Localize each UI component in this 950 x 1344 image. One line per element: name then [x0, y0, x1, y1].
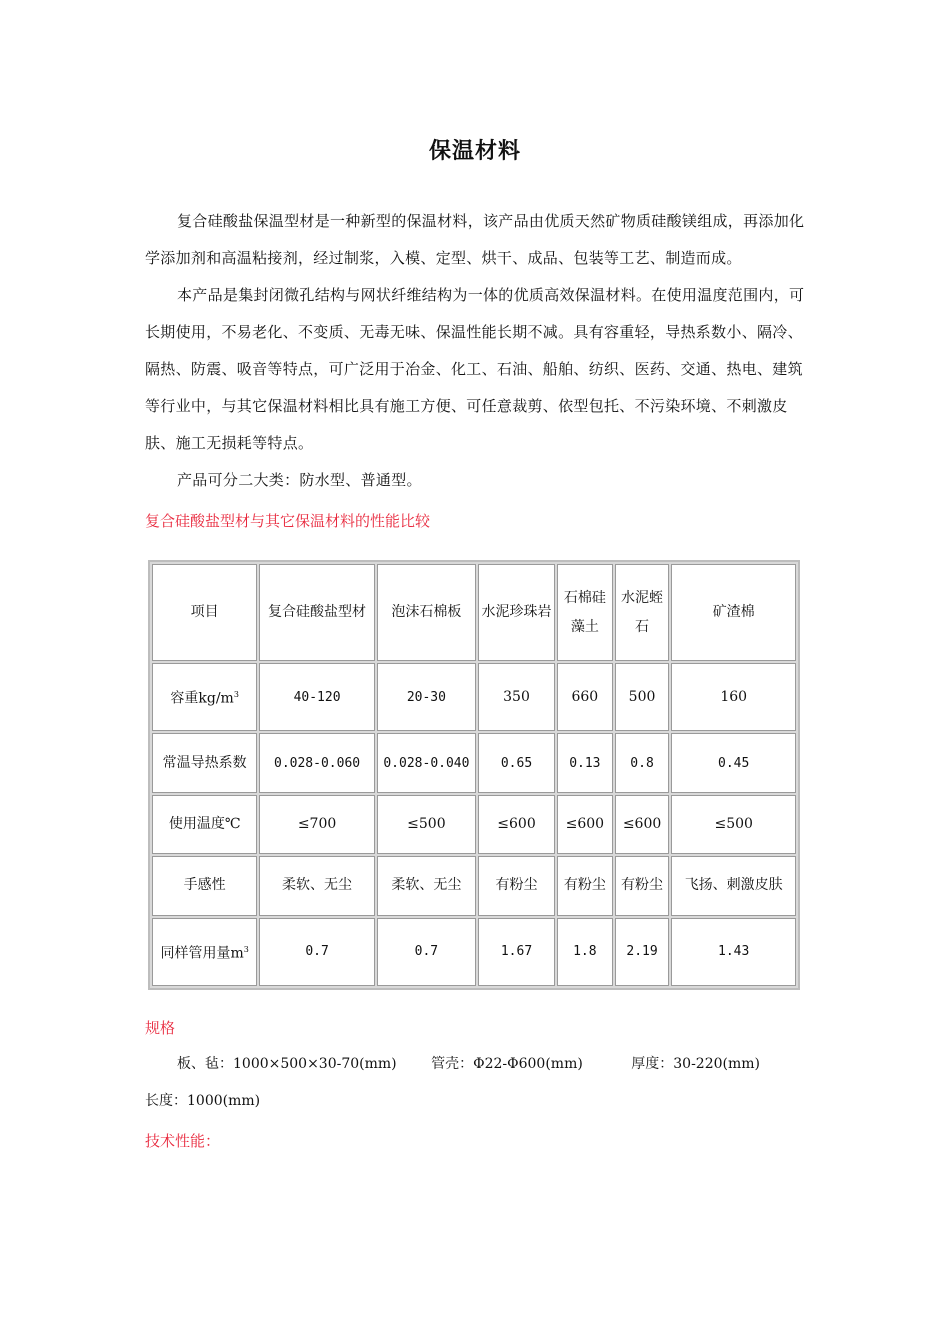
row-label: 使用温度℃ — [152, 795, 257, 854]
table-row — [152, 856, 796, 915]
table-cell: ≤600 — [478, 795, 555, 854]
row-label: 手感性 — [152, 856, 257, 915]
table-cell: 1.67 — [478, 918, 555, 986]
table-cell: 1.8 — [557, 918, 613, 986]
table-cell: 0.7 — [259, 918, 374, 986]
header-cell: 泡沫石棉板 — [377, 564, 476, 661]
table-cell: 飞扬、刺激皮肤 — [671, 856, 796, 915]
spec-line — [177, 1046, 857, 1083]
spec-board: 板、毡：1000×500×30-70(mm) — [177, 1056, 397, 1072]
header-cell: 水泥珍珠岩 — [478, 564, 555, 661]
table-cell: 20-30 — [377, 663, 476, 731]
paragraph-intro: 复合硅酸盐保温型材是一种新型的保温材料，该产品由优质天然矿物质硅酸镁组成，再添加化学添加剂和高温粘接剂，经过制浆，入模、定型、烘干、成品、包装等工艺、制造而成。 — [145, 212, 805, 267]
header-cell: 矿渣棉 — [671, 564, 796, 661]
page-title: 保温材料 — [428, 139, 521, 164]
row-label: 常温导热系数 — [152, 733, 257, 792]
table-row — [152, 795, 796, 854]
table-cell: 0.8 — [615, 733, 670, 792]
table-cell: 柔软、无尘 — [377, 856, 476, 915]
paragraph-categories: 产品可分二大类：防水型、普通型。 — [177, 471, 422, 489]
table-cell: ≤700 — [259, 795, 374, 854]
table-cell: ≤600 — [615, 795, 670, 854]
table-cell: 660 — [557, 663, 613, 731]
table-cell: 0.13 — [557, 733, 613, 792]
table-row — [152, 733, 796, 792]
table-cell: 160 — [671, 663, 796, 731]
comparison-table — [148, 560, 800, 990]
header-cell: 复合硅酸盐型材 — [259, 564, 374, 661]
table-cell: 0.65 — [478, 733, 555, 792]
table-cell: 有粉尘 — [557, 856, 613, 915]
table-cell: 0.028-0.040 — [377, 733, 476, 792]
table-heading: 复合硅酸盐型材与其它保温材料的性能比较 — [145, 512, 431, 530]
table-cell: 0.028-0.060 — [259, 733, 374, 792]
row-label: 容重$kg/m^3$ — [152, 663, 257, 731]
table-cell: 1.43 — [671, 918, 796, 986]
table-row — [152, 918, 796, 986]
paragraph-features: 本产品是集封闭微孔结构与网状纤维结构为一体的优质高效保温材料。在使用温度范围内，可长期使用，不易老化、不变质、无毒无味、保温性能长期不减。具有容重轻，导热系数小、隔冷、隔热、防震、吸音等特点，可广泛用于冶金、化工、石油、船舶、纺织、医药、交通、热电、建筑等行业中，与其它保温材料相比具有施工方便、可任意裁剪、依型包托、不污染环境、不刺激皮肤、施工无损耗等特点。 — [145, 286, 805, 452]
table-cell: 0.7 — [377, 918, 476, 986]
table-cell: 2.19 — [615, 918, 670, 986]
table-header-row — [152, 564, 796, 661]
table-cell: ≤600 — [557, 795, 613, 854]
header-cell: 石棉硅藻土 — [557, 564, 613, 661]
row-label: 同样管用量$m^3$ — [152, 918, 257, 986]
spec-heading: 规格 — [145, 1019, 176, 1037]
table-row — [152, 663, 796, 731]
spec-shell: 管壳：Φ22-Φ600(mm) — [431, 1056, 583, 1072]
table-cell: ≤500 — [671, 795, 796, 854]
table-cell: 有粉尘 — [478, 856, 555, 915]
table-cell: 有粉尘 — [615, 856, 670, 915]
header-cell: 项目 — [152, 564, 257, 661]
table-cell: ≤500 — [377, 795, 476, 854]
table-cell: 40-120 — [259, 663, 374, 731]
table-cell: 500 — [615, 663, 670, 731]
header-cell: 水泥蛭石 — [615, 564, 670, 661]
tech-heading: 技术性能： — [145, 1132, 221, 1150]
table-cell: 0.45 — [671, 733, 796, 792]
table-cell: 柔软、无尘 — [259, 856, 374, 915]
table-cell: 350 — [478, 663, 555, 731]
spec-thickness: 厚度：30-220(mm) — [631, 1056, 761, 1072]
spec-length: 长度：1000(mm) — [145, 1093, 261, 1109]
